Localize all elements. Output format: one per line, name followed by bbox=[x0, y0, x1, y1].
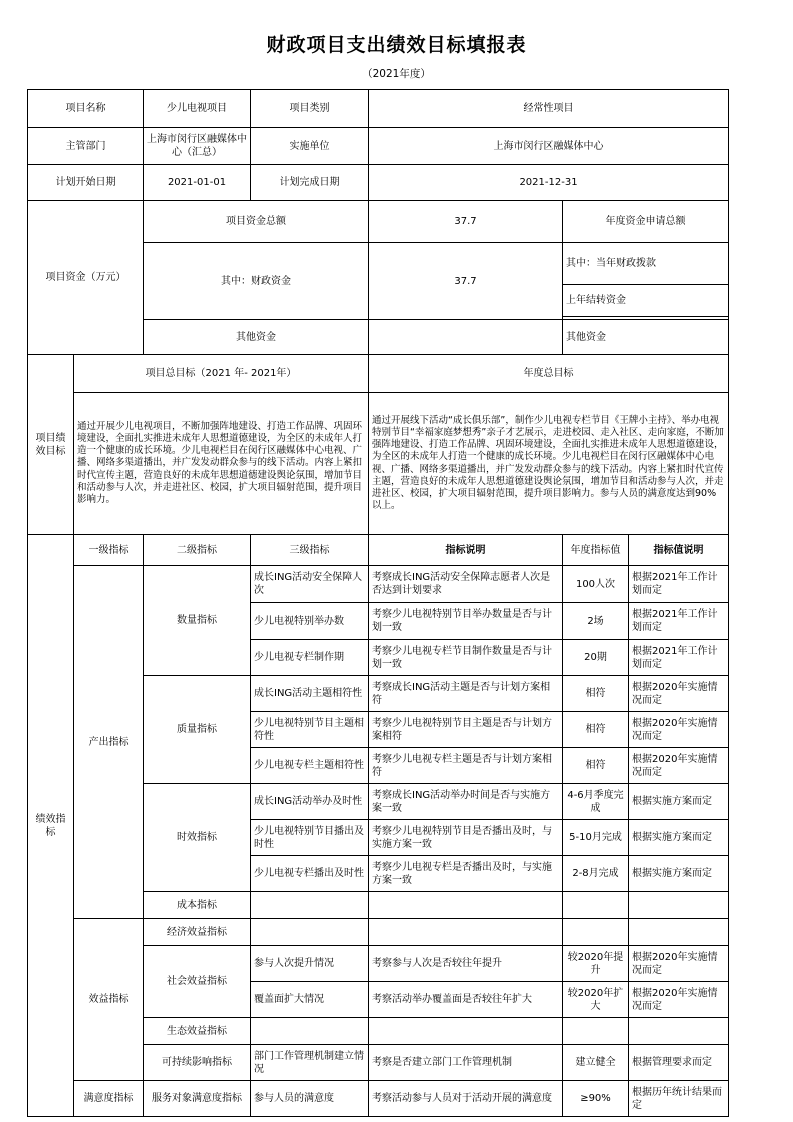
indicator-description: 考察少儿电视专栏主题是否与计划方案相符 bbox=[369, 748, 563, 784]
indicator-description: 考察成长ING活动主题是否与计划方案相符 bbox=[369, 676, 563, 712]
indicator-value-note: 根据2020年实施情况而定 bbox=[629, 748, 729, 784]
indicator-description: 考察少儿电视特别节目是否播出及时，与实施方案一致 bbox=[369, 820, 563, 856]
indicator-value: 4-6月季度完成 bbox=[563, 784, 629, 820]
funds-total-value: 37.7 bbox=[369, 201, 563, 243]
project-name-label: 项目名称 bbox=[28, 90, 144, 128]
output-indicator-label: 产出指标 bbox=[74, 566, 144, 919]
year-note: （2021年度） bbox=[362, 68, 431, 80]
indicator-value: 相符 bbox=[563, 712, 629, 748]
funds-carryover-label: 上年结转资金 bbox=[563, 285, 729, 317]
eco-indicator-label: 生态效益指标 bbox=[144, 1018, 251, 1045]
indicator-value-note: 根据2020年实施情况而定 bbox=[629, 982, 729, 1018]
start-date-value: 2021-01-01 bbox=[144, 165, 251, 201]
indicator-value: 20期 bbox=[563, 640, 629, 676]
indicator-description: 考察少儿电视特别节目举办数量是否与计划一致 bbox=[369, 603, 563, 640]
level3-item: 成长ING活动举办及时性 bbox=[251, 784, 369, 820]
indicator-description: 考察活动举办覆盖面是否较往年扩大 bbox=[369, 982, 563, 1018]
social-indicator-label: 社会效益指标 bbox=[144, 946, 251, 1018]
indicator-value: 相符 bbox=[563, 748, 629, 784]
header-level1: 一级指标 bbox=[74, 535, 144, 566]
indicator-value-note: 根据2020年实施情况而定 bbox=[629, 676, 729, 712]
economic-indicator-label: 经济效益指标 bbox=[144, 919, 251, 946]
service-satisfaction-label: 服务对象满意度指标 bbox=[144, 1081, 251, 1117]
timeliness-indicator-label: 时效指标 bbox=[144, 784, 251, 892]
funds-other-label-2: 其他资金 bbox=[563, 320, 729, 355]
level3-item: 部门工作管理机制建立情况 bbox=[251, 1045, 369, 1081]
indicator-value: 较2020年提升 bbox=[563, 946, 629, 982]
indicator-value-note: 根据2020年实施情况而定 bbox=[629, 712, 729, 748]
indicator-value-note: 根据实施方案而定 bbox=[629, 784, 729, 820]
project-category-label: 项目类别 bbox=[251, 90, 369, 128]
level3-item: 少儿电视特别举办数 bbox=[251, 603, 369, 640]
level3-item: 覆盖面扩大情况 bbox=[251, 982, 369, 1018]
indicator-value-note: 根据实施方案而定 bbox=[629, 820, 729, 856]
level3-item: 少儿电视特别节目播出及时性 bbox=[251, 820, 369, 856]
indicator-description: 考察少儿电视专栏节目制作数量是否与计划一致 bbox=[369, 640, 563, 676]
overall-goal-header: 项目总目标（2021 年- 2021年） bbox=[74, 355, 369, 393]
level3-item: 参与人员的满意度 bbox=[251, 1081, 369, 1117]
level3-item: 少儿电视专栏播出及时性 bbox=[251, 856, 369, 892]
funds-total-label: 项目资金总额 bbox=[144, 201, 369, 243]
funds-current-label: 其中：当年财政拨款 bbox=[563, 243, 729, 285]
indicator-value-note: 根据管理要求而定 bbox=[629, 1045, 729, 1081]
indicator-value: 100人次 bbox=[563, 566, 629, 603]
funds-annual-label: 年度资金申请总额 bbox=[563, 201, 729, 243]
unit-label: 实施单位 bbox=[251, 128, 369, 165]
header-level3: 三级指标 bbox=[251, 535, 369, 566]
indicator-value: 较2020年扩大 bbox=[563, 982, 629, 1018]
funds-other-value bbox=[369, 320, 563, 355]
satisfaction-indicator-label: 满意度指标 bbox=[74, 1081, 144, 1117]
indicator-value-note: 根据历年统计结果而定 bbox=[629, 1081, 729, 1117]
indicator-value-note: 根据2021年工作计划而定 bbox=[629, 566, 729, 603]
funds-label: 项目资金（万元） bbox=[28, 201, 144, 355]
sustain-indicator-label: 可持续影响指标 bbox=[144, 1045, 251, 1081]
overall-goal-text: 通过开展少儿电视项目，不断加强阵地建设、打造工作品牌、巩固环境建设，全面扎实推进未成年人思想道德建设，为全区的未成年人打造一个健康的成长环境。少儿电视栏目在闵行区融媒体中心电视、广播、网络多渠道播出，并广发发动群众参与的线下活动。内容上紧扣时代宣传主题，营造良好的未成年思想道德建设舆论氛围，增加节目和活动参与人次，并走进社区、校园，扩大项目辐射范围，提升项目影响力。 bbox=[74, 393, 369, 535]
funds-other-label: 其他资金 bbox=[144, 320, 369, 355]
annual-goal-text: 通过开展线下活动“成长俱乐部”，制作少儿电视专栏节目《王牌小主持》、举办电视特别节目“幸福家庭梦想秀”亲子才艺展示，走进校园、走入社区、走向家庭，不断加强阵地建设、打造工作品牌、巩固环境建设，全面扎实推进未成年人思想道德建设，为全区的未成年人打造一个健康的成长环境。少儿电视栏目在闵行区融媒体中心电视、广播、网络多渠道播出，并广发发动群众参与的线下活动。内容上紧扣时代宣传主题，营造良好的未成年人思想道德建设舆论氛围，增加节目和活动参与人次，并走进社区、校园，扩大项目辐射范围，提升项目影响力。参与人员的满意度达到90%以上。 bbox=[369, 393, 729, 535]
project-name-value: 少儿电视项目 bbox=[144, 90, 251, 128]
end-date-label: 计划完成日期 bbox=[251, 165, 369, 201]
page-title: 财政项目支出绩效目标填报表 bbox=[266, 34, 527, 56]
quantity-indicator-label: 数量指标 bbox=[144, 566, 251, 676]
header-annual-value: 年度指标值 bbox=[563, 535, 629, 566]
indicator-description: 考察是否建立部门工作管理机制 bbox=[369, 1045, 563, 1081]
header-level2: 二级指标 bbox=[144, 535, 251, 566]
header-description: 指标说明 bbox=[369, 535, 563, 566]
dept-value: 上海市闵行区融媒体中心（汇总） bbox=[144, 128, 251, 165]
indicator-description: 考察少儿电视特别节目主题是否与计划方案相符 bbox=[369, 712, 563, 748]
cost-indicator-label: 成本指标 bbox=[144, 892, 251, 919]
indicator-value: 相符 bbox=[563, 676, 629, 712]
start-date-label: 计划开始日期 bbox=[28, 165, 144, 201]
unit-value: 上海市闵行区融媒体中心 bbox=[369, 128, 729, 165]
annual-goal-header: 年度总目标 bbox=[369, 355, 729, 393]
indicator-value: 5-10月完成 bbox=[563, 820, 629, 856]
performance-form-table bbox=[27, 89, 729, 1117]
quality-indicator-label: 质量指标 bbox=[144, 676, 251, 784]
level3-item: 少儿电视专栏主题相符性 bbox=[251, 748, 369, 784]
level3-item: 成长ING活动安全保障人次 bbox=[251, 566, 369, 603]
funds-fiscal-value: 37.7 bbox=[369, 243, 563, 320]
level3-item: 少儿电视专栏制作期 bbox=[251, 640, 369, 676]
goals-label: 项目绩效目标 bbox=[28, 355, 74, 535]
indicator-value-note: 根据2021年工作计划而定 bbox=[629, 603, 729, 640]
dept-label: 主管部门 bbox=[28, 128, 144, 165]
indicator-value-note: 根据2021年工作计划而定 bbox=[629, 640, 729, 676]
level3-item: 少儿电视特别节目主题相符性 bbox=[251, 712, 369, 748]
level3-item: 参与人次提升情况 bbox=[251, 946, 369, 982]
indicator-value: 2场 bbox=[563, 603, 629, 640]
indicator-description: 考察参与人次是否较往年提升 bbox=[369, 946, 563, 982]
project-category-value: 经常性项目 bbox=[369, 90, 729, 128]
funds-fiscal-label: 其中：财政资金 bbox=[144, 243, 369, 320]
indicator-description: 考察成长ING活动举办时间是否与实施方案一致 bbox=[369, 784, 563, 820]
indicator-value: ≥90% bbox=[563, 1081, 629, 1117]
indicator-description: 考察成长ING活动安全保障志愿者人次是否达到计划要求 bbox=[369, 566, 563, 603]
indicator-value: 建立健全 bbox=[563, 1045, 629, 1081]
indicator-value: 2-8月完成 bbox=[563, 856, 629, 892]
indicator-value-note: 根据实施方案而定 bbox=[629, 856, 729, 892]
indicators-label: 绩效指标 bbox=[28, 535, 74, 1117]
level3-item: 成长ING活动主题相符性 bbox=[251, 676, 369, 712]
indicator-description: 考察少儿电视专栏是否播出及时，与实施方案一致 bbox=[369, 856, 563, 892]
indicator-description: 考察活动参与人员对于活动开展的满意度 bbox=[369, 1081, 563, 1117]
end-date-value: 2021-12-31 bbox=[369, 165, 729, 201]
benefit-indicator-label: 效益指标 bbox=[74, 919, 144, 1081]
header-value-note: 指标值说明 bbox=[629, 535, 729, 566]
indicator-value-note: 根据2020年实施情况而定 bbox=[629, 946, 729, 982]
